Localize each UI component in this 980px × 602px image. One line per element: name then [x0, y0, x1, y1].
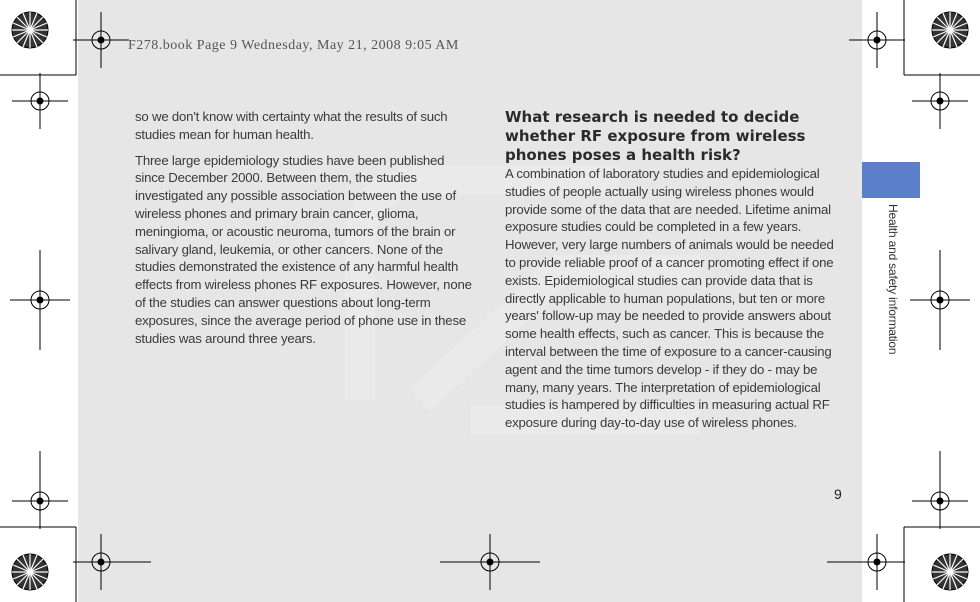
side-tab-label: Health and safety information	[886, 204, 900, 355]
page-number: 9	[834, 486, 842, 502]
paragraph: so we don't know with certainty what the results of such studies mean for human health.	[135, 109, 448, 142]
section-heading: What research is needed to decide whether RF exposure from wireless phones poses a health risk?	[505, 108, 806, 164]
print-header: F278.book Page 9 Wednesday, May 21, 2008 9:05 AM	[128, 38, 459, 53]
section-tab	[862, 162, 920, 198]
right-column	[505, 108, 847, 432]
side-tab-label-wrap	[884, 204, 900, 374]
left-column	[135, 108, 477, 355]
paragraph: A combination of laboratory studies and epidemiological studies of people actually using wireless phones would provide some of the data that are needed. Lifetime animal exposure studies could be completed in a few years. However, very large numbers of animals would be needed to provide reliable proof of a cancer promoting effect if one exists. Epidemiological studies can provide data that is directly applicable to human populations, but ten or more years' follow-up may be needed to provide answers about some health effects, such as cancer. This is because the interval between the time of exposure to a cancer-causing agent and the time tumors develop - if they do - may be many, many years. The interpretation of epidemiological studies is hampered by difficulties in measuring actual RF exposure during day-to-day use of wireless phones.	[505, 166, 834, 431]
paragraph: Three large epidemiology studies have been published since December 2000. Between them, the studies investigated any possible association between the use of wireless phones and primary brain cancer, glioma, meningioma, or acoustic neuroma, tumors of the brain or salivary gland, leukemia, or other cancers. None of the studies demonstrated the existence of any harmful health effects from wireless phones RF exposures. However, none of the studies can answer questions about long-term exposures, since the average period of phone use in these studies was around three years.	[135, 152, 472, 346]
